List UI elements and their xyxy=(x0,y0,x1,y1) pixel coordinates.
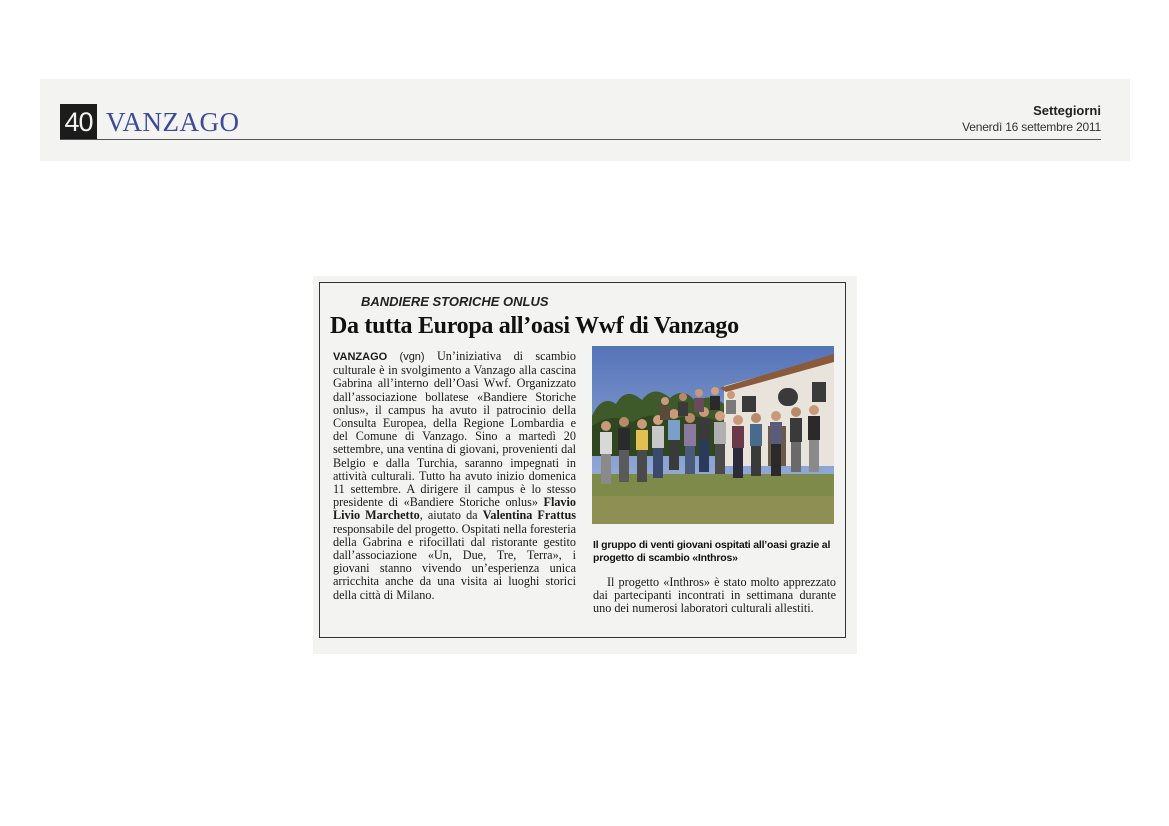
article-body-text: Un’iniziativa di scambio culturale è in svolgimento a Vanzago alla cascina Gabrina all’interno dell’Oasi Wwf. Organizzato dall’associazione bollatese «Bandiere Storiche onlus», il campus ha avuto il patrocinio della Consulta Europea, della Regione Lombardia e del Comune di Vanzago. Sino a martedì 20 settembre, una ventina di giovani, provenienti dal Belgio e dalla Turchia, saranno impegnati in attività culturali. Tutto ha avuto inizio domenica 11 settembre. A dirigere il campus è lo stesso presidente di «Bandiere Storiche onlus» xyxy=(333,349,577,510)
publication-name: Settegiorni xyxy=(1033,103,1101,118)
article-kicker: BANDIERE STORICHE ONLUS xyxy=(361,294,549,309)
group-photo-image xyxy=(592,346,834,524)
publication-date: Venerdì 16 settembre 2011 xyxy=(962,120,1101,134)
person-name: Flavio Livio Marchetto xyxy=(333,495,576,523)
article-headline: Da tutta Europa all’oasi Wwf di Vanzago xyxy=(330,313,739,339)
group-photo xyxy=(592,346,834,524)
masthead xyxy=(962,103,1101,135)
section-name: VANZAGO xyxy=(106,107,240,137)
page-number: 40 xyxy=(60,104,97,140)
article-dateline: VANZAGO xyxy=(333,351,388,363)
article-byline: (vgn) xyxy=(399,351,425,363)
header-rule xyxy=(60,139,1101,140)
page-header xyxy=(40,79,1130,161)
article-body-right: Il progetto «Inthros» è stato molto apprezzato dai partecipanti incontrati in settimana durante uno dei numerosi laboratori culturali allestiti. xyxy=(593,575,836,616)
article-body-left xyxy=(333,350,576,602)
photo-caption: Il gruppo di venti giovani ospitati all’oasi grazie al progetto di scambio «Inthros» xyxy=(593,539,831,564)
article-body-text: , aiutato da xyxy=(419,508,478,523)
article-body-text: responsabile del progetto. Ospitati nella foresteria della Gabrina e rifocillati dal ristorante gestito dall’associazione «Un, Due, Tre, Terra», i giovani stanno vivendo un’esperienza unica arricchita anche da una visita ai luoghi storici della città di Milano. xyxy=(333,521,576,602)
article-clipping xyxy=(313,276,857,654)
person-name: Valentina Frattus xyxy=(482,508,577,523)
